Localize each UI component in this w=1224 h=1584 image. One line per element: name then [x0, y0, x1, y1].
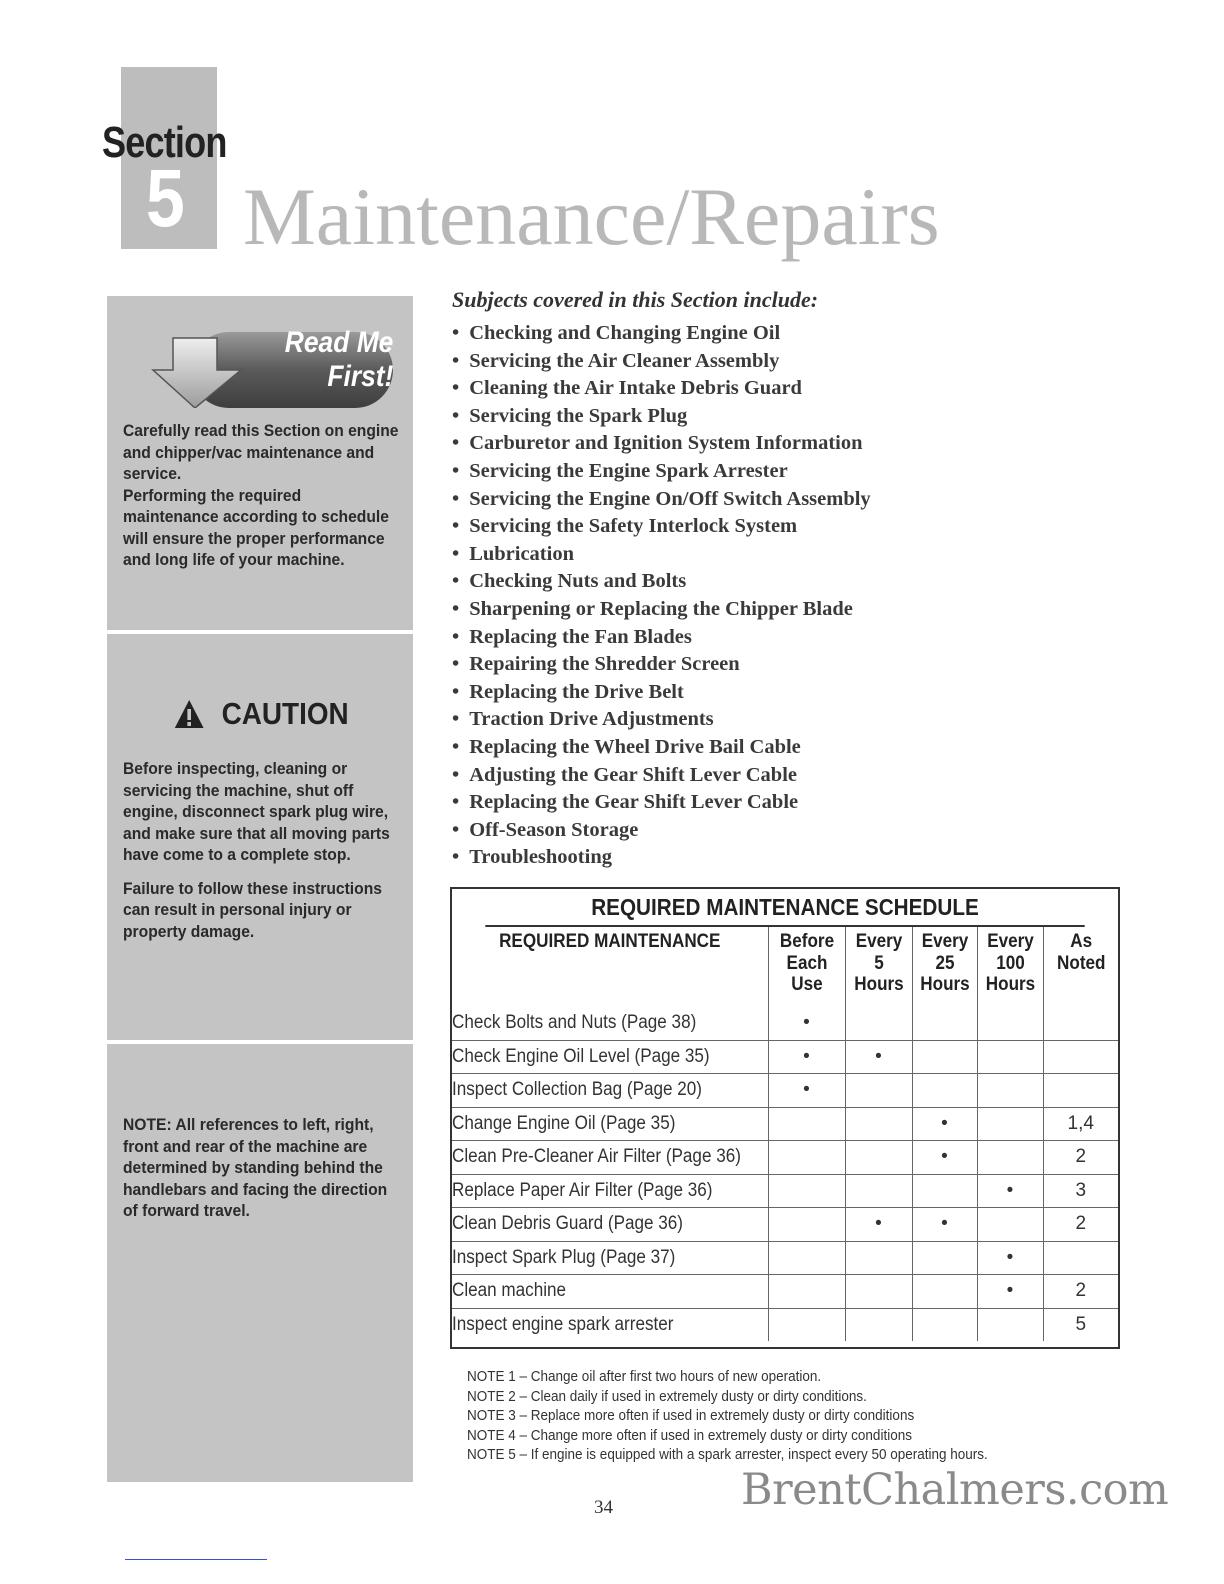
- header-line: 5: [873, 952, 884, 974]
- column-header: [845, 927, 912, 1007]
- schedule-cell: [912, 1040, 977, 1074]
- schedule-cell: [845, 1241, 912, 1275]
- note-cell: 5: [1043, 1308, 1118, 1341]
- column-header: [452, 927, 768, 1007]
- note-cell: 2: [1043, 1208, 1118, 1242]
- schedule-cell: •: [977, 1174, 1043, 1208]
- caution-label: CAUTION: [221, 696, 349, 731]
- schedule-note: NOTE 5 – If engine is equipped with a spark arrester, inspect every 50 operating hours.: [467, 1446, 988, 1463]
- readme-text: [123, 420, 399, 571]
- note-cell: 2: [1043, 1275, 1118, 1309]
- schedule-cell: [977, 1141, 1043, 1175]
- schedule-cell: [845, 1007, 912, 1040]
- note-cell: [1043, 1007, 1118, 1040]
- schedule-cell: •: [768, 1007, 845, 1040]
- schedule-cell: •: [768, 1040, 845, 1074]
- table-row: [452, 1007, 1118, 1040]
- schedule-cell: [768, 1208, 845, 1242]
- table-row: [452, 1074, 1118, 1108]
- task-label: Clean Pre-Cleaner Air Filter (Page 36): [452, 1146, 741, 1168]
- list-item: • Replacing the Gear Shift Lever Cable: [452, 789, 871, 817]
- task-cell: [452, 1275, 768, 1309]
- task-cell: [452, 1141, 768, 1175]
- task-cell: [452, 1241, 768, 1275]
- header-line: Hours: [853, 974, 904, 995]
- table-row: [452, 1174, 1118, 1208]
- schedule-cell: [768, 1275, 845, 1309]
- watermark: BrentChalmers.com: [741, 1465, 1169, 1515]
- schedule-cell: [845, 1074, 912, 1108]
- column-header: [768, 927, 845, 1007]
- schedule-note: NOTE 1 – Change oil after first two hours of new operation.: [467, 1368, 822, 1385]
- readme-badge-text: [284, 326, 393, 394]
- header-line: Before: [779, 931, 834, 952]
- task-label: Inspect Spark Plug (Page 37): [452, 1246, 676, 1268]
- list-item: • Servicing the Spark Plug: [452, 403, 871, 431]
- schedule-table: [452, 927, 1118, 1341]
- note-cell: 2: [1043, 1141, 1118, 1175]
- schedule-cell: [977, 1107, 1043, 1141]
- schedule-cell: [845, 1174, 912, 1208]
- header-line: Hours: [919, 974, 970, 995]
- table-row: [452, 1107, 1118, 1141]
- schedule-cell: •: [845, 1208, 912, 1242]
- subjects-list: [452, 320, 871, 872]
- schedule-note: NOTE 3 – Replace more often if used in extremely dusty or dirty conditions: [467, 1407, 915, 1424]
- schedule-cell: •: [977, 1275, 1043, 1309]
- list-item: • Lubrication: [452, 541, 871, 569]
- task-label: Clean Debris Guard (Page 36): [452, 1213, 683, 1235]
- schedule-cell: [912, 1308, 977, 1341]
- schedule-cell: [768, 1174, 845, 1208]
- schedule-notes: [467, 1367, 1079, 1465]
- schedule-cell: •: [977, 1241, 1043, 1275]
- list-item: • Traction Drive Adjustments: [452, 706, 871, 734]
- schedule-cell: [768, 1308, 845, 1341]
- schedule-cell: •: [768, 1074, 845, 1108]
- table-row: [452, 1040, 1118, 1074]
- list-item: • Repairing the Shredder Screen: [452, 651, 871, 679]
- schedule-cell: [912, 1275, 977, 1309]
- header-line: Use: [790, 974, 823, 995]
- list-item: • Replacing the Drive Belt: [452, 679, 871, 707]
- schedule-cell: [912, 1074, 977, 1108]
- list-item: • Sharpening or Replacing the Chipper Blade: [452, 596, 871, 624]
- schedule-cell: •: [912, 1141, 977, 1175]
- schedule-cell: [977, 1040, 1043, 1074]
- list-item: • Off-Season Storage: [452, 817, 871, 845]
- orientation-note: NOTE: All references to left, right, front and rear of the machine are determined by standing behind the handlebars and facing the direction of forward travel.: [123, 1115, 388, 1220]
- readme-line1: Read Me: [284, 326, 393, 359]
- section-number: 5: [146, 153, 185, 244]
- schedule-cell: [768, 1241, 845, 1275]
- schedule-cell: [845, 1308, 912, 1341]
- task-label: Clean machine: [452, 1280, 567, 1302]
- list-item: • Adjusting the Gear Shift Lever Cable: [452, 762, 871, 790]
- list-item: • Checking Nuts and Bolts: [452, 568, 871, 596]
- table-row: [452, 1141, 1118, 1175]
- table-row: [452, 1308, 1118, 1341]
- caution-panel: [107, 634, 413, 1040]
- caution-paragraph: Before inspecting, cleaning or servicing the machine, shut off engine, disconnect spark plug wire, and make sure that all moving parts have come to a complete stop.: [123, 759, 390, 864]
- schedule-cell: [768, 1141, 845, 1175]
- task-label: Inspect Collection Bag (Page 20): [452, 1079, 703, 1101]
- schedule-cell: [912, 1007, 977, 1040]
- task-cell: [452, 1174, 768, 1208]
- footer-rule: [125, 1559, 267, 1560]
- task-label: Replace Paper Air Filter (Page 36): [452, 1179, 713, 1201]
- table-row: [452, 1241, 1118, 1275]
- schedule-cell: [845, 1275, 912, 1309]
- task-label: Check Engine Oil Level (Page 35): [452, 1045, 710, 1067]
- list-item: • Replacing the Fan Blades: [452, 624, 871, 652]
- table-row: [452, 1208, 1118, 1242]
- task-cell: [452, 1074, 768, 1108]
- warning-triangle-icon: [173, 698, 205, 730]
- task-label: Inspect engine spark arrester: [452, 1313, 674, 1335]
- list-item: • Servicing the Engine Spark Arrester: [452, 458, 871, 486]
- header-line: Noted: [1056, 952, 1105, 974]
- note-panel: [107, 1044, 413, 1482]
- note-cell: [1043, 1241, 1118, 1275]
- header-line: Every: [986, 931, 1034, 952]
- readme-paragraph: Performing the required maintenance according to schedule will ensure the proper performance and long life of your machine.: [123, 485, 389, 569]
- task-label: Check Bolts and Nuts (Page 38): [452, 1012, 697, 1034]
- schedule-note: NOTE 4 – Change more often if used in extremely dusty or dirty conditions: [467, 1426, 912, 1444]
- schedule-note: NOTE 2 – Clean daily if used in extremely dusty or dirty conditions.: [467, 1387, 867, 1405]
- list-item: • Replacing the Wheel Drive Bail Cable: [452, 734, 871, 762]
- list-item: • Servicing the Engine On/Off Switch Assembly: [452, 486, 871, 514]
- task-cell: [452, 1308, 768, 1341]
- list-item: • Troubleshooting: [452, 844, 871, 872]
- subjects-heading: Subjects covered in this Section include:: [452, 287, 819, 312]
- readme-line2: First!: [327, 360, 393, 393]
- header-line: As: [1069, 931, 1092, 952]
- task-label: Change Engine Oil (Page 35): [452, 1112, 676, 1134]
- list-item: • Carburetor and Ignition System Information: [452, 430, 871, 458]
- column-header: [977, 927, 1043, 1007]
- readme-paragraph: Carefully read this Section on engine and chipper/vac maintenance and service.: [123, 421, 399, 483]
- page-number: 34: [594, 1497, 613, 1518]
- schedule-cell: •: [912, 1208, 977, 1242]
- header-line: Each: [786, 952, 827, 974]
- task-cell: [452, 1007, 768, 1040]
- note-cell: [1043, 1040, 1118, 1074]
- schedule-cell: [768, 1107, 845, 1141]
- note-cell: 3: [1043, 1174, 1118, 1208]
- list-item: • Cleaning the Air Intake Debris Guard: [452, 375, 871, 403]
- header-line: REQUIRED MAINTENANCE: [499, 931, 721, 952]
- column-header: [912, 927, 977, 1007]
- schedule-cell: [977, 1208, 1043, 1242]
- caution-text: [123, 758, 399, 942]
- schedule-cell: [977, 1308, 1043, 1341]
- header-line: Hours: [985, 974, 1035, 995]
- schedule-cell: •: [845, 1040, 912, 1074]
- caution-heading: [173, 696, 349, 732]
- header-line: 25: [934, 952, 955, 974]
- schedule-header-row: [452, 927, 1118, 1007]
- task-cell: [452, 1040, 768, 1074]
- task-cell: [452, 1107, 768, 1141]
- schedule-title: REQUIRED MAINTENANCE SCHEDULE: [485, 889, 1084, 927]
- schedule-cell: [845, 1141, 912, 1175]
- schedule-cell: [912, 1174, 977, 1208]
- schedule-cell: [912, 1241, 977, 1275]
- schedule-cell: [977, 1074, 1043, 1108]
- maintenance-schedule: [450, 887, 1120, 1349]
- table-row: [452, 1275, 1118, 1309]
- column-header: [1043, 927, 1118, 1007]
- note-cell: [1043, 1074, 1118, 1108]
- schedule-cell: •: [912, 1107, 977, 1141]
- caution-paragraph: Failure to follow these instructions can result in personal injury or property damage.: [123, 878, 382, 941]
- header-line: Every: [921, 931, 968, 952]
- readme-panel: [107, 296, 413, 630]
- section-label: Section: [102, 118, 227, 167]
- header-line: 100: [995, 952, 1025, 974]
- list-item: • Servicing the Air Cleaner Assembly: [452, 348, 871, 376]
- schedule-cell: [977, 1007, 1043, 1040]
- page-title: Maintenance/Repairs: [243, 171, 940, 262]
- list-item: • Servicing the Safety Interlock System: [452, 513, 871, 541]
- list-item: • Checking and Changing Engine Oil: [452, 320, 871, 348]
- header-line: Every: [855, 931, 902, 952]
- task-cell: [452, 1208, 768, 1242]
- schedule-cell: [845, 1107, 912, 1141]
- note-cell: 1,4: [1043, 1107, 1118, 1141]
